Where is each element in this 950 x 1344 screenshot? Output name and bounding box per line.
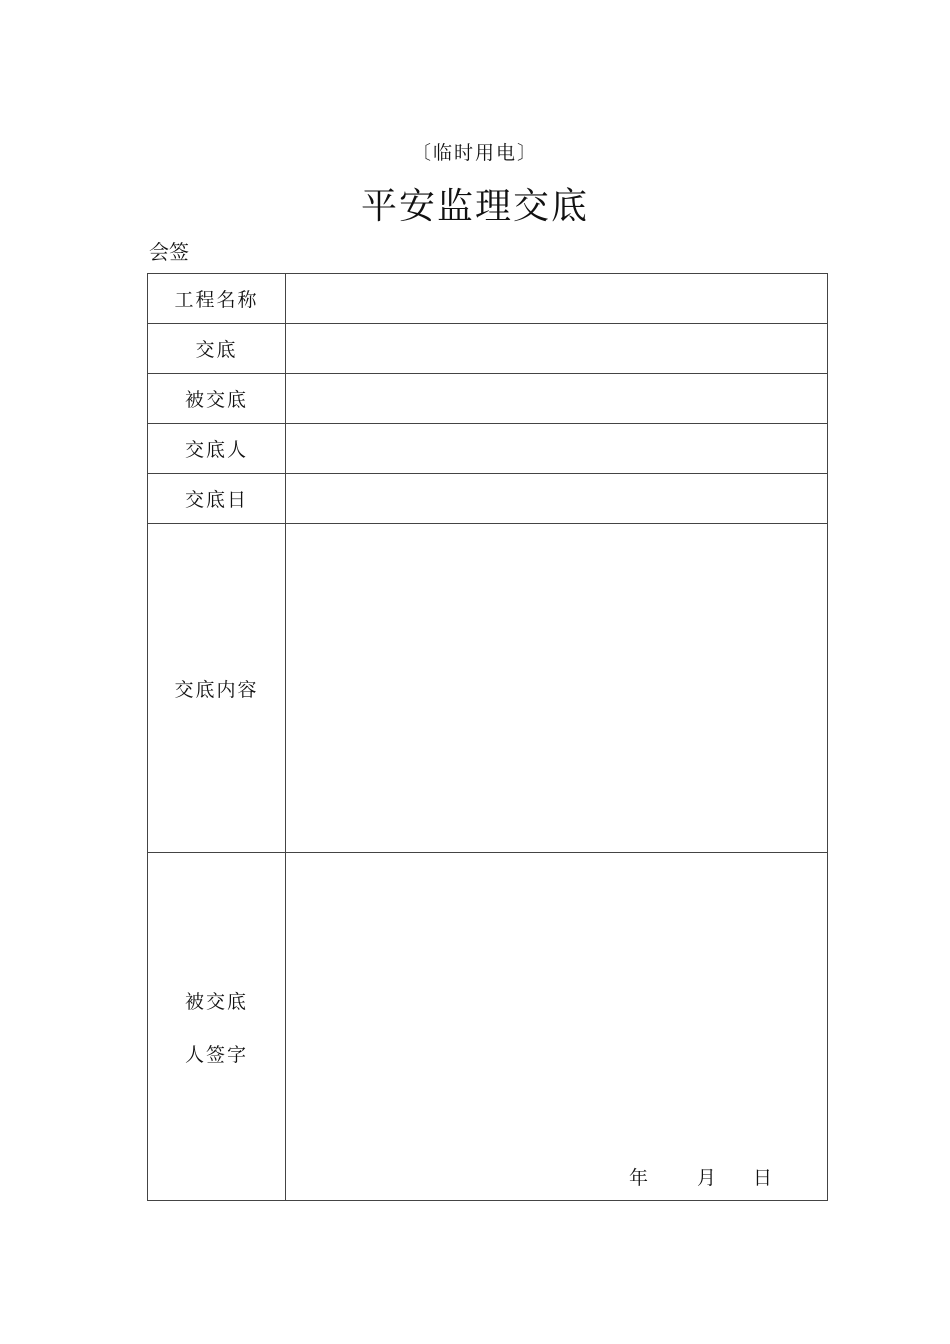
recipient-field[interactable]: [286, 374, 828, 424]
countersign-label: 会签: [149, 240, 189, 264]
project-name-label: 工程名称: [148, 274, 286, 324]
form-row-disclosure-date: [148, 474, 828, 524]
recipient-signature-field[interactable]: [286, 853, 828, 1201]
discloser-person-label: 交底人: [148, 424, 286, 474]
document-title: 平安监理交底: [360, 186, 589, 227]
disclosure-content-label: 交底内容: [148, 524, 286, 853]
discloser-label: 交底: [148, 324, 286, 374]
form-row-project-name: [148, 274, 828, 324]
signature-label-line-2: 人签字: [184, 1043, 248, 1066]
form-row-disclosure-content: [148, 524, 828, 853]
form-row-discloser-unit: [148, 324, 828, 374]
discloser-field[interactable]: [286, 324, 828, 374]
discloser-person-field[interactable]: [286, 424, 828, 474]
date-day-label: 日: [753, 1167, 773, 1189]
form-row-discloser-person: [148, 424, 828, 474]
form-row-recipient: [148, 374, 828, 424]
date-month-label: 月: [697, 1167, 717, 1189]
signature-label-line-1: 被交底: [184, 990, 248, 1013]
disclosure-date-label: 交底日: [148, 474, 286, 524]
disclosure-content-field[interactable]: [286, 524, 828, 853]
recipient-signature-label: [148, 853, 286, 1201]
disclosure-form-table: [147, 273, 828, 1201]
project-name-field[interactable]: [286, 274, 828, 324]
form-row-recipient-signature: [148, 853, 828, 1201]
disclosure-date-field[interactable]: [286, 474, 828, 524]
recipient-label: 被交底: [148, 374, 286, 424]
document-subtitle: 〔临时用电〕: [411, 142, 538, 164]
date-year-label: 年: [629, 1167, 649, 1189]
